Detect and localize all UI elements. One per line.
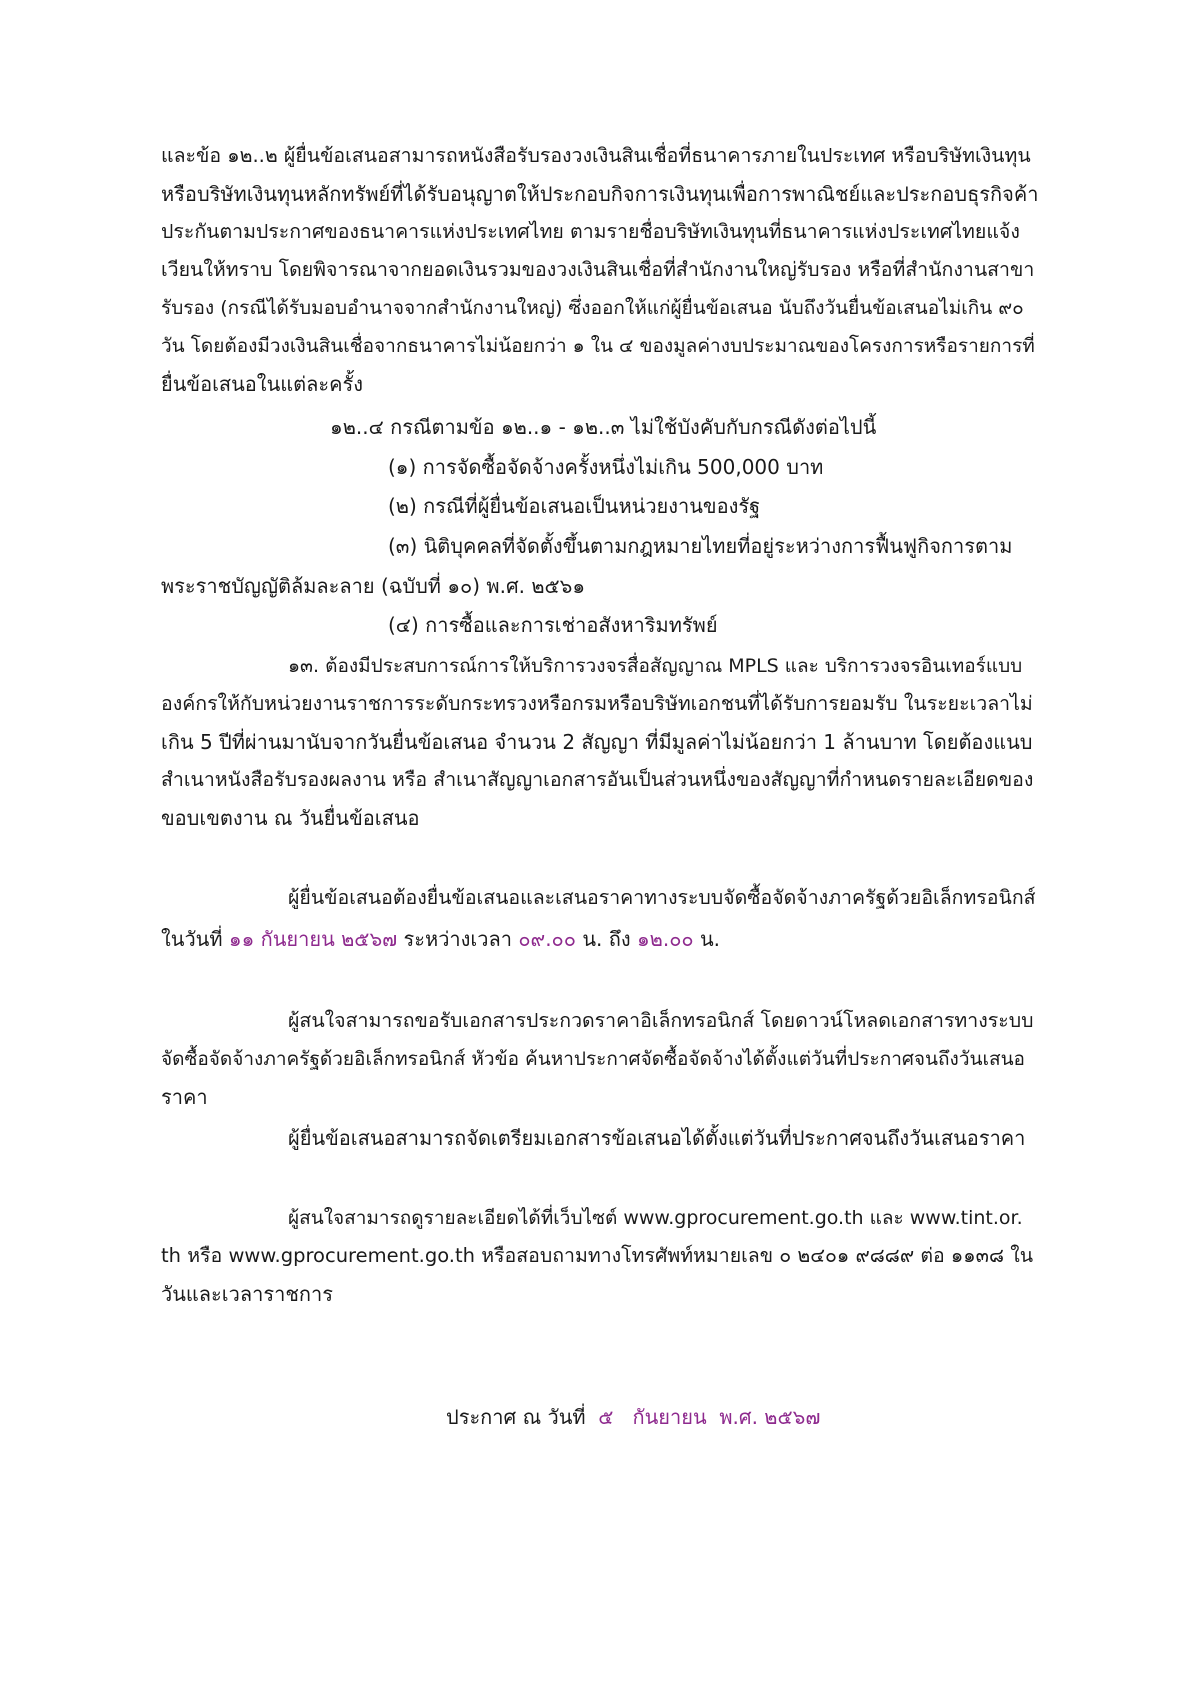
paragraph-line: เวียนให้ทราบ โดยพิจารณาจากยอดเงินรวมของวงเงินสินเชื่อที่สำนักงานใหญ่รับรอง หรือที่สำนักงานสาขา [161,258,1035,281]
prepare-documents-line: ผู้ยื่นข้อเสนอสามารถจัดเตรียมเอกสารข้อเสนอได้ตั้งแต่วันที่ประกาศจนถึงวันเสนอราคา [288,1126,1026,1150]
paragraph-line: เกิน 5 ปีที่ผ่านมานับจากวันยื่นข้อเสนอ จำนวน 2 สัญญา ที่มีมูลค่าไม่น้อยกว่า 1 ล้านบาท โดยต้องแนบ [161,730,1033,754]
submission-date-line [161,926,720,952]
submission-time-end: ๑๒.๐๐ [636,927,694,951]
paragraph-line: วันและเวลาราชการ [161,1282,333,1306]
submission-time-start: ๐๙.๐๐ [518,927,576,951]
announcement-month: กันยายน [632,1405,707,1429]
text-fragment: ระหว่างเวลา [397,927,519,951]
exemption-item-1: (๑) การจัดซื้อจัดจ้างครั้งหนึ่งไม่เกิน 500,000 บาท [388,455,824,479]
exemption-item-3: (๓) นิติบุคคลที่จัดตั้งขึ้นตามกฎหมายไทยที่อยู่ระหว่างการฟื้นฟูกิจการตาม [388,534,1013,558]
paragraph-line: ประกันตามประกาศของธนาคารแห่งประเทศไทย ตามรายชื่อบริษัทเงินทุนที่ธนาคารแห่งประเทศไทยแจ้ง [161,220,1020,243]
text-fragment: ในวันที่ [161,927,229,951]
paragraph-line: จัดซื้อจัดจ้างภาครัฐด้วยอิเล็กทรอนิกส์ หัวข้อ ค้นหาประกาศจัดซื้อจัดจ้างได้ตั้งแต่วันที่ประกาศจนถึงวันเสนอ [161,1048,1025,1070]
text-fragment: น. ถึง [575,927,637,951]
announcement-year: พ.ศ. ๒๕๖๗ [719,1405,821,1429]
exemption-item-4: (๔) การซื้อและการเช่าอสังหาริมทรัพย์ [388,613,718,637]
paragraph-line: ๑๓. ต้องมีประสบการณ์การให้บริการวงจรสื่อสัญญาณ MPLS และ บริการวงจรอินเทอร์แบบ [288,655,1023,677]
announcement-prefix: ประกาศ ณ วันที่ [446,1405,586,1429]
paragraph-line: ผู้สนใจสามารถดูรายละเอียดได้ที่เว็บไซต์ www.gprocurement.go.th และ www.tint.or. [288,1207,1023,1229]
paragraph-line: ยื่นข้อเสนอในแต่ละครั้ง [161,372,364,396]
exemption-item-3-continued: พระราชบัญญัติล้มละลาย (ฉบับที่ ๑๐) พ.ศ. ๒๕๖๑ [161,574,586,598]
paragraph-line: ผู้สนใจสามารถขอรับเอกสารประกวดราคาอิเล็กทรอนิกส์ โดยดาวน์โหลดเอกสารทางระบบ [288,1009,1034,1032]
paragraph-line: ผู้ยื่นข้อเสนอต้องยื่นข้อเสนอและเสนอราคาทางระบบจัดซื้อจัดจ้างภาครัฐด้วยอิเล็กทรอนิกส์ [288,886,1036,909]
text-fragment: น. [693,927,721,951]
paragraph-line: และข้อ ๑๒..๒ ผู้ยื่นข้อเสนอสามารถหนังสือรับรองวงเงินสินเชื่อที่ธนาคารภายในประเทศ หรือบริษัทเงินทุน [161,144,1031,167]
paragraph-line: สำเนาหนังสือรับรองผลงาน หรือ สำเนาสัญญาเอกสารอันเป็นส่วนหนึ่งของสัญญาที่กำหนดรายละเอียดของ [161,768,1034,791]
exemption-item-2: (๒) กรณีที่ผู้ยื่นข้อเสนอเป็นหน่วยงานของรัฐ [388,494,761,518]
announcement-date-line [446,1404,820,1430]
paragraph-line: วัน โดยต้องมีวงเงินสินเชื่อจากธนาคารไม่น้อยกว่า ๑ ใน ๔ ของมูลค่างบประมาณของโครงการหรือรายการที่ [161,335,1035,357]
paragraph-line: หรือบริษัทเงินทุนหลักทรัพย์ที่ได้รับอนุญาตให้ประกอบกิจการเงินทุนเพื่อการพาณิชย์และประกอบธุรกิจค้า [161,182,1039,206]
paragraph-line: ราคา [161,1085,208,1109]
submission-date: ๑๑ กันยายน ๒๕๖๗ [228,927,398,951]
paragraph-line: ขอบเขตงาน ณ วันยื่นข้อเสนอ [161,806,420,830]
announcement-day: ๕ [598,1405,614,1429]
paragraph-line: th หรือ www.gprocurement.go.th หรือสอบถามทางโทรศัพท์หมายเลข ๐ ๒๔๐๑ ๙๘๘๙ ต่อ ๑๑๓๘ ใน [161,1244,1034,1267]
paragraph-line: รับรอง (กรณีได้รับมอบอำนาจจากสำนักงานใหญ่) ซึ่งออกให้แก่ผู้ยื่นข้อเสนอ นับถึงวันยื่นข้อเสนอไม่เกิน ๙๐ [161,297,1024,319]
paragraph-line: องค์กรให้กับหน่วยงานราชการระดับกระทรวงหรือกรมหรือบริษัทเอกชนที่ได้รับการยอมรับ ในระยะเวลาไม่ [161,692,1033,715]
section-12-4-heading: ๑๒..๔ กรณีตามข้อ ๑๒..๑ - ๑๒..๓ ไม่ใช้บังคับกับกรณีดังต่อไปนี้ [330,415,877,439]
